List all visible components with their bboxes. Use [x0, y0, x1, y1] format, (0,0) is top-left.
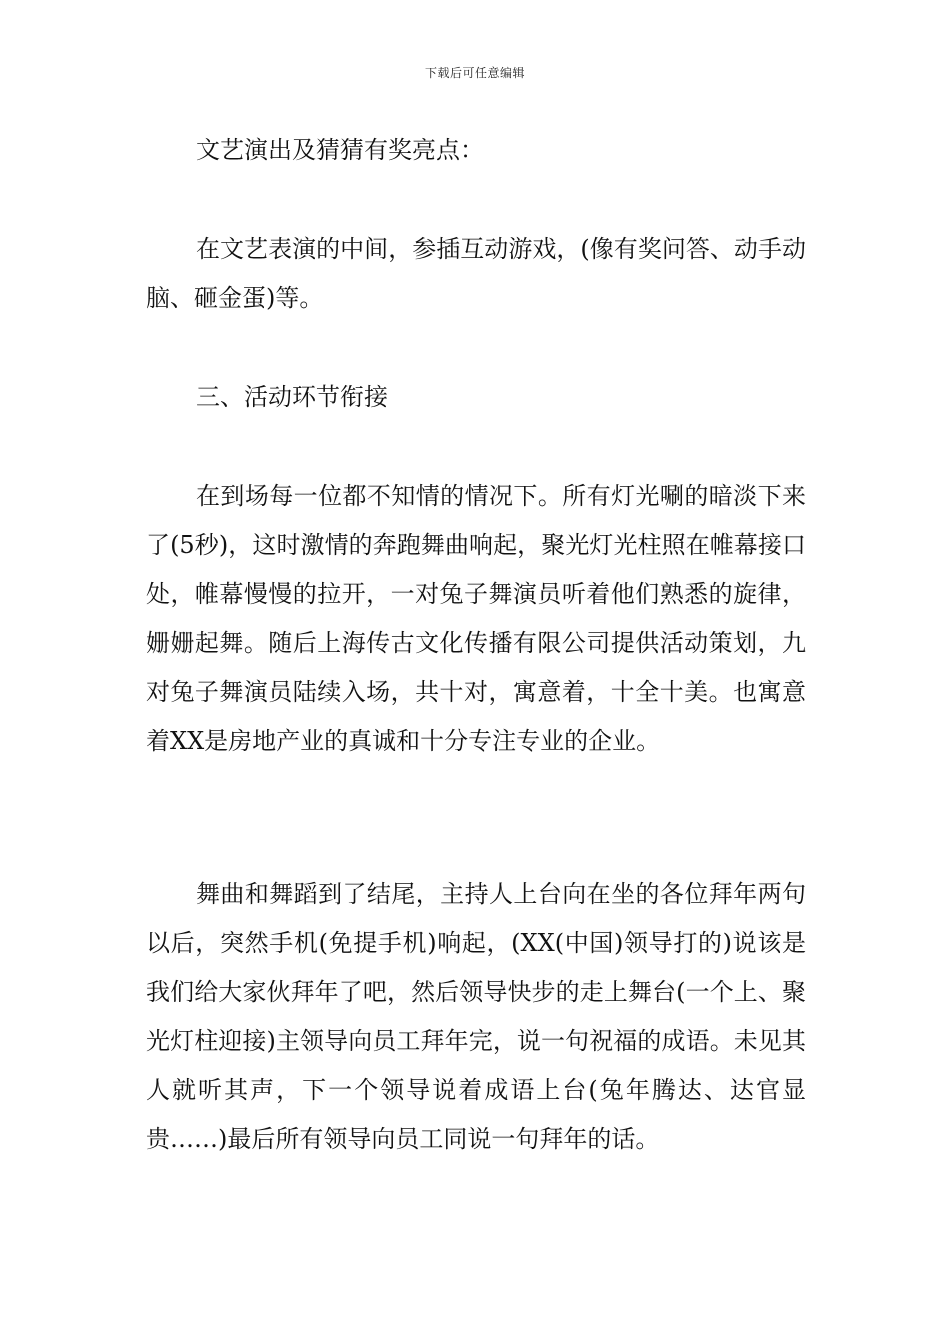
paragraph-text: 在到场每一位都不知情的情况下。所有灯光唰的暗淡下来了(5秒)，这时激情的奔跑舞曲响起，聚光灯光柱照在帷幕接口处，帷幕慢慢的拉开，一对兔子舞演员听着他们熟悉的旋律，姗姗起舞。随后上海传古文化传播有限公司提供活动策划，九对兔子舞演员陆续入场，共十对，寓意着，十全十美。也寓意着XX是房地产业的真诚和十分专注专业的企业。 [146, 482, 806, 755]
paragraph-highlights-title [146, 126, 806, 175]
paragraph-text: 文艺演出及猜猜有奖亮点： [196, 136, 484, 164]
paragraph-opening-dance [146, 472, 806, 766]
paragraph-text: 舞曲和舞蹈到了结尾，主持人上台向在坐的各位拜年两句以后，突然手机(免提手机)响起，(XX(中国)领导打的)说该是我们给大家伙拜年了吧，然后领导快步的走上舞台(一个上、聚光灯柱迎接)主领导向员工拜年完，说一句祝福的成语。未见其人就听其声，下一个领导说着成语上台(兔年腾达、达官显贵……)最后所有领导向员工同说一句拜年的话。 [146, 880, 806, 1153]
paragraph-interactive-games [146, 225, 806, 323]
header-note: 下载后可任意编辑 [424, 66, 525, 80]
paragraph-leaders-greeting [146, 870, 806, 1164]
section-heading: 三、活动环节衔接 [196, 383, 388, 411]
section-heading-transitions [146, 373, 806, 422]
paragraph-text: 在文艺表演的中间，参插互动游戏，(像有奖问答、动手动脑、砸金蛋)等。 [146, 235, 806, 312]
